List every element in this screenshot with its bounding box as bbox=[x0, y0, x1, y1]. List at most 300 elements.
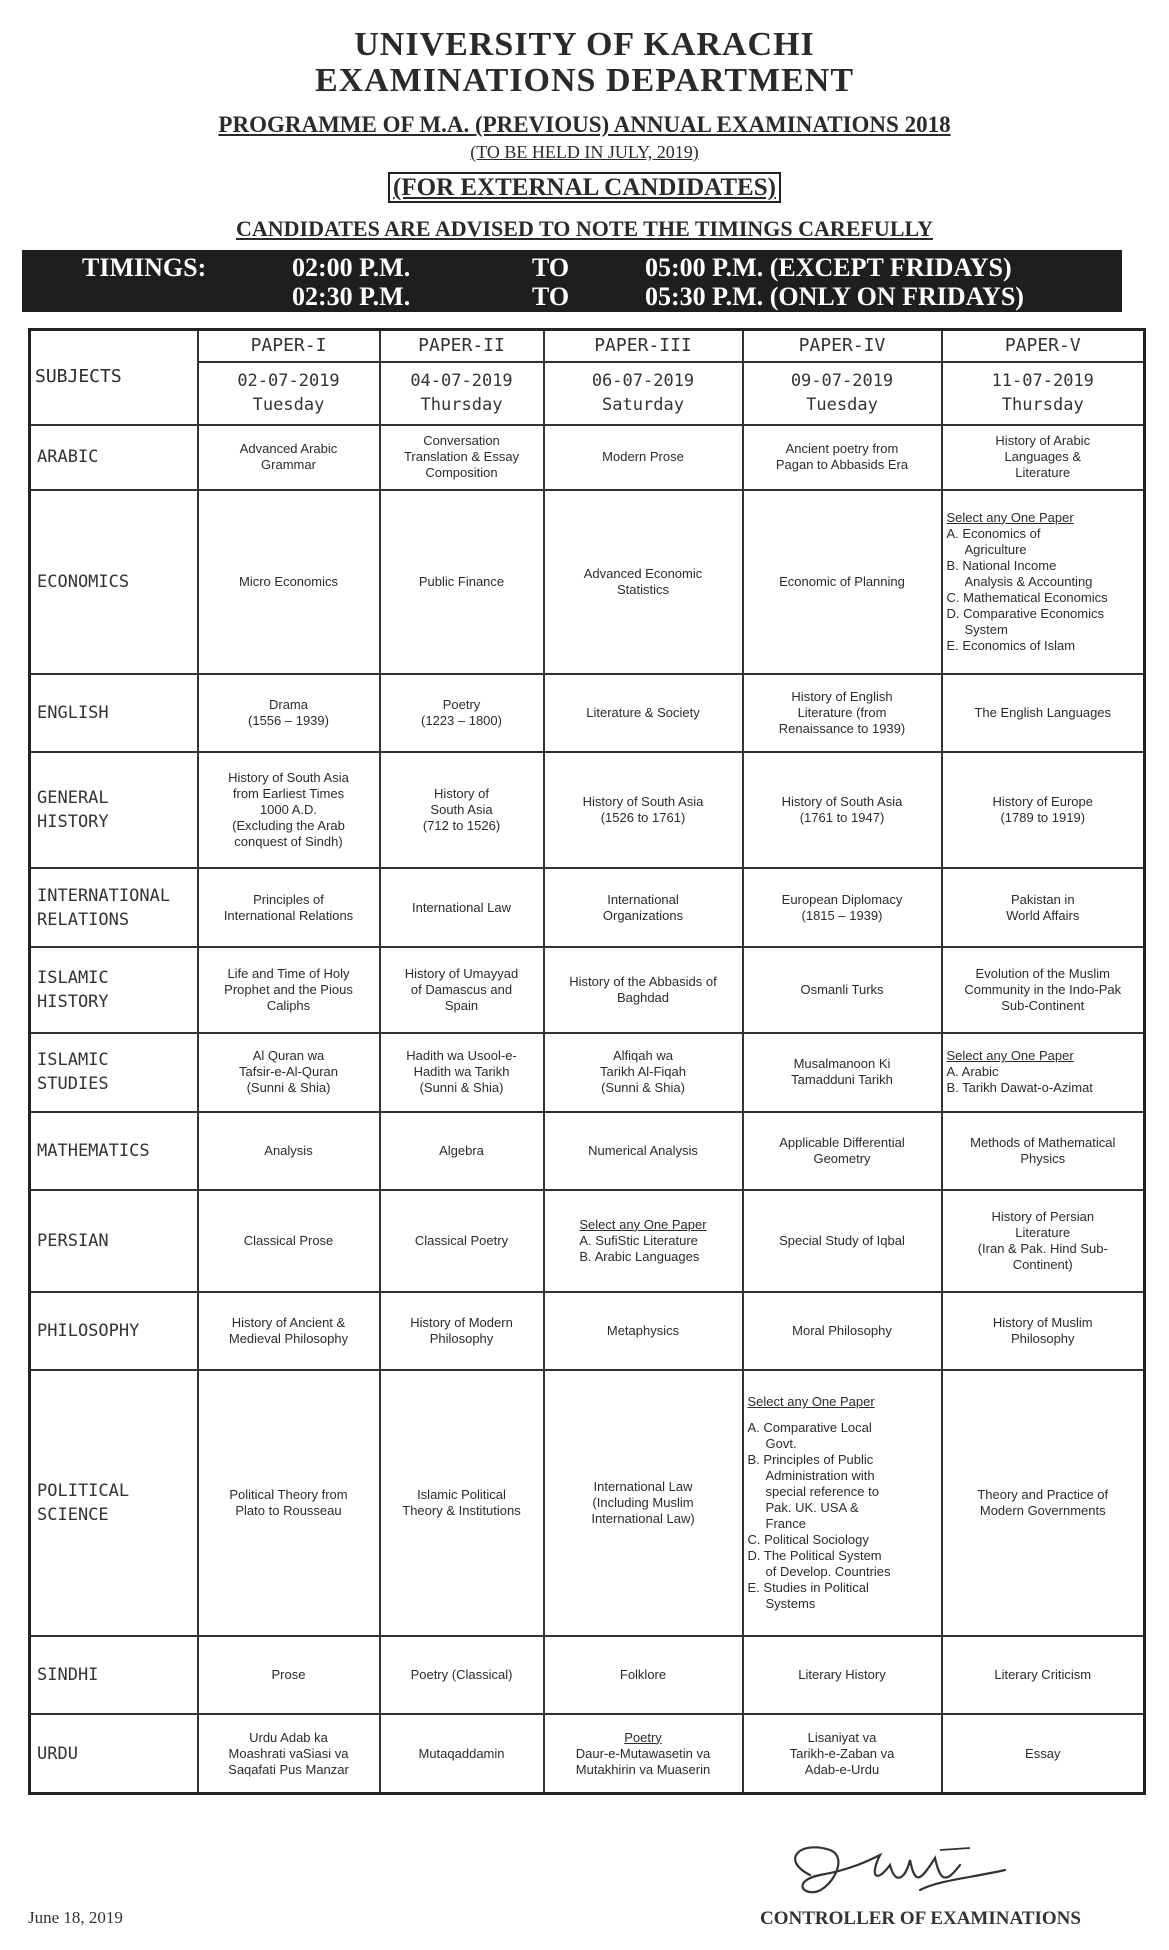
cell-line: Poetry bbox=[442, 696, 481, 712]
option-list bbox=[947, 526, 1140, 654]
row-political-science bbox=[30, 1370, 1145, 1636]
paper-4-cell bbox=[743, 1033, 942, 1112]
paper-3-cell bbox=[544, 868, 743, 947]
paper-3-cell bbox=[544, 752, 743, 869]
timings-label: TIMINGS: bbox=[82, 253, 207, 282]
exam-schedule-table bbox=[28, 328, 1146, 1795]
cell-line: International Relations bbox=[223, 907, 354, 923]
paper-2-cell bbox=[380, 1370, 544, 1636]
cell-line: Micro Economics bbox=[239, 573, 338, 589]
cell-line: Political Theory from bbox=[229, 1487, 348, 1503]
paper-2-cell bbox=[380, 947, 544, 1032]
day: Tuesday bbox=[252, 395, 325, 416]
cell-line: Advanced Economic bbox=[583, 565, 703, 581]
paper-3-cell bbox=[544, 674, 743, 752]
paper-5-cell bbox=[942, 1636, 1145, 1714]
timing-1-from: 02:00 P.M. bbox=[292, 253, 411, 282]
cell-line: Algebra bbox=[439, 1142, 484, 1158]
cell-line: Philosophy bbox=[429, 1330, 494, 1346]
paper-1-cell bbox=[198, 947, 380, 1032]
paper-5-header: PAPER-V bbox=[942, 330, 1145, 362]
cell-line: Prose bbox=[271, 1667, 306, 1683]
cell-line: Poetry (Classical) bbox=[410, 1667, 513, 1683]
cell-line: History of Umayyad bbox=[404, 966, 519, 981]
header-row-papers bbox=[30, 330, 1145, 362]
timing-2-to: TO bbox=[532, 282, 570, 311]
subjects-header: SUBJECTS bbox=[30, 330, 198, 425]
cell-line: Philosophy bbox=[1010, 1330, 1075, 1346]
cell-line: Lisaniyat va bbox=[807, 1729, 877, 1745]
controller-title: CONTROLLER OF EXAMINATIONS bbox=[760, 1908, 1081, 1929]
subject-cell bbox=[30, 1636, 198, 1714]
option-line: B. Tarikh Dawat-o-Azimat bbox=[946, 1080, 1093, 1096]
paper-4-cell bbox=[743, 868, 942, 947]
cell-line: History of Persian bbox=[991, 1208, 1095, 1224]
cell-line: History of English bbox=[791, 688, 893, 704]
row-general-history bbox=[30, 752, 1145, 869]
paper-5-cell bbox=[942, 868, 1145, 947]
paper-1-cell bbox=[198, 1112, 380, 1190]
cell-line: Tamadduni Tarikh bbox=[791, 1072, 893, 1088]
cell-line: Literature & Society bbox=[586, 704, 700, 720]
cell-line: Mutaqaddamin bbox=[418, 1745, 505, 1761]
held-subtitle: (TO BE HELD IN JULY, 2019) bbox=[470, 142, 699, 162]
cell-line: History of the Abbasids of bbox=[569, 974, 717, 989]
date: 04-07-2019 bbox=[410, 371, 513, 392]
external-candidates-text: (FOR EXTERNAL CANDIDATES) bbox=[388, 172, 781, 203]
row-english bbox=[30, 674, 1145, 752]
cell-line: Pakistan in bbox=[1010, 891, 1075, 907]
cell-line: ISLAMIC bbox=[37, 968, 109, 988]
paper-3-cell bbox=[544, 490, 743, 674]
paper-2-cell bbox=[380, 1033, 544, 1112]
subject-cell bbox=[30, 947, 198, 1032]
cell-line: Theory and Practice of bbox=[977, 1487, 1109, 1503]
paper-4-cell bbox=[743, 425, 942, 490]
cell-line: PHILOSOPHY bbox=[37, 1320, 140, 1341]
cell-line: Sub-Continent bbox=[1001, 998, 1085, 1013]
paper-5-cell bbox=[942, 1033, 1145, 1112]
department-title: EXAMINATIONS DEPARTMENT bbox=[314, 62, 855, 99]
programme-title: PROGRAMME OF M.A. (PREVIOUS) ANNUAL EXAMINATIONS 2018 bbox=[218, 112, 951, 137]
paper-1-cell bbox=[198, 674, 380, 752]
paper-5-cell bbox=[942, 425, 1145, 490]
option-line: Analysis & Accounting bbox=[964, 573, 1093, 589]
paper-5-date bbox=[942, 362, 1145, 425]
timing-2-end: 05:30 P.M. (ONLY ON FRIDAYS) bbox=[645, 282, 1024, 311]
paper-1-cell bbox=[198, 425, 380, 490]
paper-2-cell bbox=[380, 1292, 544, 1370]
cell-line: (712 to 1526) bbox=[422, 818, 501, 834]
cell-line: History of South Asia bbox=[781, 794, 903, 810]
option-list bbox=[579, 1233, 706, 1265]
cell-line: ARABIC bbox=[37, 447, 99, 468]
select-one-heading: Select any One Paper bbox=[946, 1048, 1074, 1064]
subject-cell bbox=[30, 1033, 198, 1112]
paper-3-header: PAPER-III bbox=[544, 330, 743, 362]
cell-line: conquest of Sindh) bbox=[234, 834, 343, 850]
paper-4-cell bbox=[743, 674, 942, 752]
option-list bbox=[748, 1420, 937, 1612]
cell-line: Folklore bbox=[619, 1667, 667, 1683]
paper-1-cell bbox=[198, 1714, 380, 1793]
option-line: D. The Political System bbox=[747, 1548, 882, 1564]
option-line: Agriculture bbox=[964, 541, 1027, 557]
cell-line: Saqafati Pus Manzar bbox=[228, 1761, 349, 1777]
paper-5-cell bbox=[942, 1190, 1145, 1292]
cell-line: Urdu Adab ka bbox=[249, 1729, 328, 1745]
cell-line: (1526 to 1761) bbox=[600, 810, 686, 826]
paper-2-cell bbox=[380, 1714, 544, 1793]
subject-cell bbox=[30, 868, 198, 947]
cell-line: Public Finance bbox=[418, 573, 505, 589]
paper-4-cell bbox=[743, 1112, 942, 1190]
cell-line: Tarikh Al-Fiqah bbox=[600, 1064, 686, 1080]
paper-1-cell bbox=[198, 1292, 380, 1370]
cell-line: Hadith wa Tarikh bbox=[413, 1064, 510, 1080]
paper-3-cell bbox=[544, 947, 743, 1032]
date: 09-07-2019 bbox=[790, 371, 894, 392]
cell-line: Analysis bbox=[264, 1142, 313, 1158]
row-urdu bbox=[30, 1714, 1145, 1793]
cell-line: (1556 – 1939) bbox=[248, 712, 329, 728]
option-line: E. Studies in Political bbox=[747, 1580, 869, 1596]
cell-line: Renaissance to 1939) bbox=[778, 720, 906, 736]
cell-line: History of Europe bbox=[992, 794, 1093, 810]
paper-4-cell bbox=[743, 490, 942, 674]
cell-line: Methods of Mathematical bbox=[970, 1134, 1116, 1150]
paper-5-cell bbox=[942, 752, 1145, 869]
paper-5-cell bbox=[942, 1714, 1145, 1793]
cell-line: Economic of Planning bbox=[779, 573, 905, 589]
cell-line: Pagan to Abbasids Era bbox=[775, 457, 909, 473]
option-line: A. SufiStic Literature bbox=[579, 1232, 698, 1248]
row-islamic-history bbox=[30, 947, 1145, 1032]
paper-4-cell bbox=[743, 1292, 942, 1370]
cell-line: (1761 to 1947) bbox=[799, 810, 885, 826]
cell-line: Geometry bbox=[813, 1150, 871, 1166]
cell-line: Mutakhirin va Muaserin bbox=[575, 1761, 711, 1777]
select-one-heading: Select any One Paper bbox=[747, 1394, 875, 1410]
date: 02-07-2019 bbox=[237, 371, 340, 392]
paper-5-cell bbox=[942, 490, 1145, 674]
subject-cell bbox=[30, 490, 198, 674]
paper-2-header: PAPER-II bbox=[380, 330, 544, 362]
option-line: System bbox=[964, 621, 1008, 637]
cell-line: Applicable Differential bbox=[779, 1134, 905, 1150]
cell-line: Islamic Political bbox=[417, 1487, 506, 1503]
paper-1-header: PAPER-I bbox=[198, 330, 380, 362]
cell-lines bbox=[549, 1746, 738, 1778]
cell-line: Spain bbox=[444, 998, 479, 1013]
cell-line: Plato to Rousseau bbox=[235, 1503, 342, 1519]
row-arabic bbox=[30, 425, 1145, 490]
paper-3-cell bbox=[544, 1714, 743, 1793]
cell-line: Classical Poetry bbox=[414, 1232, 509, 1248]
cell-line: Baghdad bbox=[616, 990, 670, 1005]
subject-cell bbox=[30, 1292, 198, 1370]
cell-line: Languages & bbox=[1004, 449, 1082, 465]
cell-line: World Affairs bbox=[1006, 907, 1080, 923]
row-economics bbox=[30, 490, 1145, 674]
paper-3-cell bbox=[544, 425, 743, 490]
paper-5-cell bbox=[942, 1292, 1145, 1370]
cell-line: MATHEMATICS bbox=[37, 1140, 150, 1161]
cell-line: (1789 to 1919) bbox=[1000, 810, 1086, 826]
cell-line: Moashrati vaSiasi va bbox=[228, 1745, 349, 1761]
paper-3-cell bbox=[544, 1636, 743, 1714]
row-islamic-studies bbox=[30, 1033, 1145, 1112]
paper-4-cell bbox=[743, 1636, 942, 1714]
header-row-dates bbox=[30, 362, 1145, 425]
cell-line: History of Modern bbox=[410, 1314, 513, 1330]
paper-4-cell bbox=[743, 1370, 942, 1636]
paper-2-cell bbox=[380, 868, 544, 947]
subject-cell bbox=[30, 425, 198, 490]
cell-line: Ancient poetry from bbox=[785, 441, 899, 457]
option-list bbox=[947, 1064, 1140, 1096]
cell-line: of Damascus and bbox=[410, 982, 513, 997]
timing-1-end: 05:00 P.M. (EXCEPT FRIDAYS) bbox=[645, 253, 1012, 282]
row-persian bbox=[30, 1190, 1145, 1292]
paper-1-cell bbox=[198, 868, 380, 947]
timing-1-to: TO bbox=[532, 253, 570, 282]
option-line: C. Mathematical Economics bbox=[946, 589, 1108, 605]
timings-banner bbox=[22, 250, 1122, 312]
paper-2-cell bbox=[380, 1190, 544, 1292]
cell-line: International Law bbox=[593, 1479, 693, 1495]
paper-3-cell bbox=[544, 1292, 743, 1370]
paper-2-date bbox=[380, 362, 544, 425]
day: Thursday bbox=[1001, 395, 1084, 416]
cell-line: Essay bbox=[1025, 1745, 1061, 1761]
option-line: Pak. UK. USA & bbox=[765, 1500, 859, 1516]
row-mathematics bbox=[30, 1112, 1145, 1190]
date: 06-07-2019 bbox=[591, 371, 695, 392]
cell-line: STUDIES bbox=[37, 1074, 109, 1095]
paper-1-cell bbox=[198, 752, 380, 869]
row-international-relations bbox=[30, 868, 1145, 947]
cell-line: Medieval Philosophy bbox=[228, 1330, 349, 1346]
paper-2-cell bbox=[380, 425, 544, 490]
option-line: of Develop. Countries bbox=[765, 1564, 891, 1580]
cell-line: Literature bbox=[1015, 1224, 1071, 1240]
paper-5-cell bbox=[942, 947, 1145, 1032]
cell-line: History of Ancient & bbox=[231, 1314, 346, 1330]
cell-line: History of South Asia bbox=[582, 794, 704, 810]
option-line: B. Principles of Public bbox=[747, 1452, 874, 1468]
paper-1-cell bbox=[198, 1033, 380, 1112]
cell-line: South Asia bbox=[430, 802, 493, 818]
cell-line: Literature bbox=[1015, 465, 1071, 481]
paper-2-cell bbox=[380, 752, 544, 869]
option-line: A. Arabic bbox=[946, 1064, 999, 1080]
cell-line: International Law bbox=[411, 899, 511, 915]
cell-line: Adab-e-Urdu bbox=[804, 1761, 880, 1777]
cell-line: HISTORY bbox=[37, 812, 109, 833]
cell-line: Daur-e-Mutawasetin va bbox=[575, 1745, 711, 1761]
option-line: A. Comparative Local bbox=[747, 1420, 872, 1436]
cell-line: Literature (from bbox=[797, 704, 887, 720]
day: Thursday bbox=[420, 395, 503, 416]
cell-line: Advanced Arabic bbox=[239, 441, 338, 457]
subject-cell bbox=[30, 674, 198, 752]
cell-line: History of bbox=[434, 786, 489, 802]
option-line: D. Comparative Economics bbox=[946, 605, 1104, 621]
cell-line: International bbox=[607, 891, 679, 907]
cell-line: Tafsir-e-Al-Quran bbox=[239, 1064, 338, 1080]
cell-line: History of Muslim bbox=[992, 1314, 1093, 1330]
paper-4-cell bbox=[743, 1714, 942, 1793]
paper-4-cell bbox=[743, 1190, 942, 1292]
paper-3-cell bbox=[544, 1112, 743, 1190]
timing-2-from: 02:30 P.M. bbox=[292, 282, 411, 311]
external-candidates-label bbox=[0, 174, 1169, 202]
paper-1-cell bbox=[198, 1190, 380, 1292]
row-sindhi bbox=[30, 1636, 1145, 1714]
cell-line: Al Quran wa bbox=[252, 1048, 325, 1064]
date: 11-07-2019 bbox=[991, 371, 1094, 392]
option-line: C. Political Sociology bbox=[747, 1532, 869, 1548]
cell-line: ECONOMICS bbox=[37, 571, 130, 592]
cell-line: Statistics bbox=[616, 581, 669, 597]
cell-line: Principles of bbox=[253, 891, 324, 907]
paper-4-cell bbox=[743, 947, 942, 1032]
cell-line: SINDHI bbox=[37, 1665, 99, 1686]
cell-line: Community in the Indo-Pak bbox=[964, 982, 1122, 997]
cell-line: SCIENCE bbox=[37, 1505, 109, 1526]
cell-line: INTERNATIONAL bbox=[37, 885, 171, 906]
paper-1-cell bbox=[198, 490, 380, 674]
cell-line: (Sunni & Shia) bbox=[601, 1080, 685, 1096]
cell-line: Classical Prose bbox=[243, 1232, 334, 1248]
subject-cell bbox=[30, 1112, 198, 1190]
cell-line: Numerical Analysis bbox=[588, 1142, 698, 1158]
day: Tuesday bbox=[806, 395, 878, 416]
cell-line: Modern Governments bbox=[979, 1503, 1106, 1519]
paper-2-cell bbox=[380, 490, 544, 674]
paper-2-cell bbox=[380, 674, 544, 752]
cell-line: (Excluding the Arab bbox=[232, 818, 345, 834]
cell-line: (Including Muslim bbox=[592, 1495, 694, 1511]
cell-line: Caliphs bbox=[266, 998, 311, 1013]
option-line: Systems bbox=[765, 1596, 816, 1612]
cell-line: 1000 A.D. bbox=[259, 802, 318, 818]
cell-line: International Law) bbox=[591, 1511, 695, 1527]
cell-line: Translation & Essay bbox=[403, 449, 520, 465]
cell-line: Modern Prose bbox=[602, 449, 684, 465]
cell-line: GENERAL bbox=[37, 788, 109, 809]
paper-2-cell bbox=[380, 1112, 544, 1190]
paper-4-header: PAPER-IV bbox=[743, 330, 942, 362]
cell-line: (Sunni & Shia) bbox=[246, 1080, 331, 1096]
cell-line: Metaphysics bbox=[606, 1322, 680, 1338]
cell-line: Tarikh-e-Zaban va bbox=[789, 1745, 895, 1761]
cell-line: Grammar bbox=[261, 457, 316, 473]
cell-line: (Iran & Pak. Hind Sub- bbox=[977, 1240, 1108, 1256]
subject-cell bbox=[30, 1370, 198, 1636]
subject-cell bbox=[30, 1714, 198, 1793]
cell-line: Composition bbox=[425, 465, 498, 481]
option-line: France bbox=[765, 1516, 806, 1532]
paper-1-cell bbox=[198, 1370, 380, 1636]
row-philosophy bbox=[30, 1292, 1145, 1370]
cell-line: Special Study of Iqbal bbox=[779, 1232, 905, 1248]
paper-3-cell bbox=[544, 1033, 743, 1112]
cell-line: History of Arabic bbox=[995, 433, 1091, 449]
cell-line: Hadith wa Usool-e- bbox=[406, 1048, 517, 1064]
paper-1-cell bbox=[198, 1636, 380, 1714]
cell-line: HISTORY bbox=[37, 992, 109, 1012]
cell-line: PERSIAN bbox=[37, 1230, 109, 1251]
cell-line: RELATIONS bbox=[37, 909, 130, 930]
issue-date: June 18, 2019 bbox=[28, 1908, 123, 1927]
option-line: B. National Income bbox=[946, 557, 1057, 573]
cell-line: Life and Time of Holy bbox=[227, 966, 350, 981]
paper-3-cell bbox=[544, 1370, 743, 1636]
poetry-heading: Poetry bbox=[624, 1729, 662, 1745]
option-line: B. Arabic Languages bbox=[579, 1248, 700, 1264]
day: Saturday bbox=[602, 395, 684, 416]
paper-5-cell bbox=[942, 1112, 1145, 1190]
option-line: Govt. bbox=[765, 1436, 797, 1452]
cell-line: Moral Philosophy bbox=[792, 1322, 892, 1338]
cell-line: Conversation bbox=[423, 433, 500, 449]
paper-4-date bbox=[743, 362, 942, 425]
cell-line: Literary History bbox=[798, 1667, 886, 1683]
select-one-heading: Select any One Paper bbox=[579, 1216, 707, 1232]
cell-line: Organizations bbox=[602, 907, 684, 923]
cell-line: Prophet and the Pious bbox=[224, 982, 353, 997]
cell-line: European Diplomacy bbox=[781, 891, 903, 907]
paper-3-cell bbox=[544, 1190, 743, 1292]
cell-line: Evolution of the Muslim bbox=[975, 966, 1110, 981]
cell-line: from Earliest Times bbox=[232, 786, 345, 802]
cell-line: URDU bbox=[37, 1743, 78, 1764]
cell-line: (Sunni & Shia) bbox=[419, 1080, 504, 1096]
cell-line: ENGLISH bbox=[37, 702, 109, 723]
paper-2-cell bbox=[380, 1636, 544, 1714]
option-line: special reference to bbox=[765, 1484, 879, 1500]
paper-3-date bbox=[544, 362, 743, 425]
select-one-heading: Select any One Paper bbox=[946, 509, 1074, 525]
cell-line: POLITICAL bbox=[37, 1481, 130, 1502]
controller-signature bbox=[770, 1830, 1030, 1910]
cell-line: Drama bbox=[268, 696, 308, 712]
subject-cell bbox=[30, 1190, 198, 1292]
paper-5-cell bbox=[942, 674, 1145, 752]
cell-line: (1223 – 1800) bbox=[421, 712, 502, 728]
cell-line: Alfiqah wa bbox=[613, 1048, 673, 1064]
cell-line: Theory & Institutions bbox=[402, 1503, 521, 1519]
option-line: A. Economics of bbox=[946, 525, 1041, 541]
cell-line: Osmanli Turks bbox=[800, 982, 884, 997]
paper-1-date bbox=[198, 362, 380, 425]
cell-line: (1815 – 1939) bbox=[801, 907, 883, 923]
university-title: UNIVERSITY OF KARACHI bbox=[354, 26, 815, 63]
option-line: Administration with bbox=[765, 1468, 875, 1484]
cell-line: History of South Asia bbox=[228, 770, 349, 786]
subject-cell bbox=[30, 752, 198, 869]
paper-5-cell bbox=[942, 1370, 1145, 1636]
cell-line: The English Languages bbox=[974, 704, 1112, 720]
cell-line: Musalmanoon Ki bbox=[793, 1056, 891, 1072]
cell-line: ISLAMIC bbox=[37, 1050, 109, 1071]
option-block bbox=[579, 1217, 706, 1265]
cell-line: Physics bbox=[1020, 1150, 1066, 1166]
cell-line: Continent) bbox=[1012, 1256, 1073, 1272]
cell-line: Literary Criticism bbox=[994, 1667, 1092, 1683]
